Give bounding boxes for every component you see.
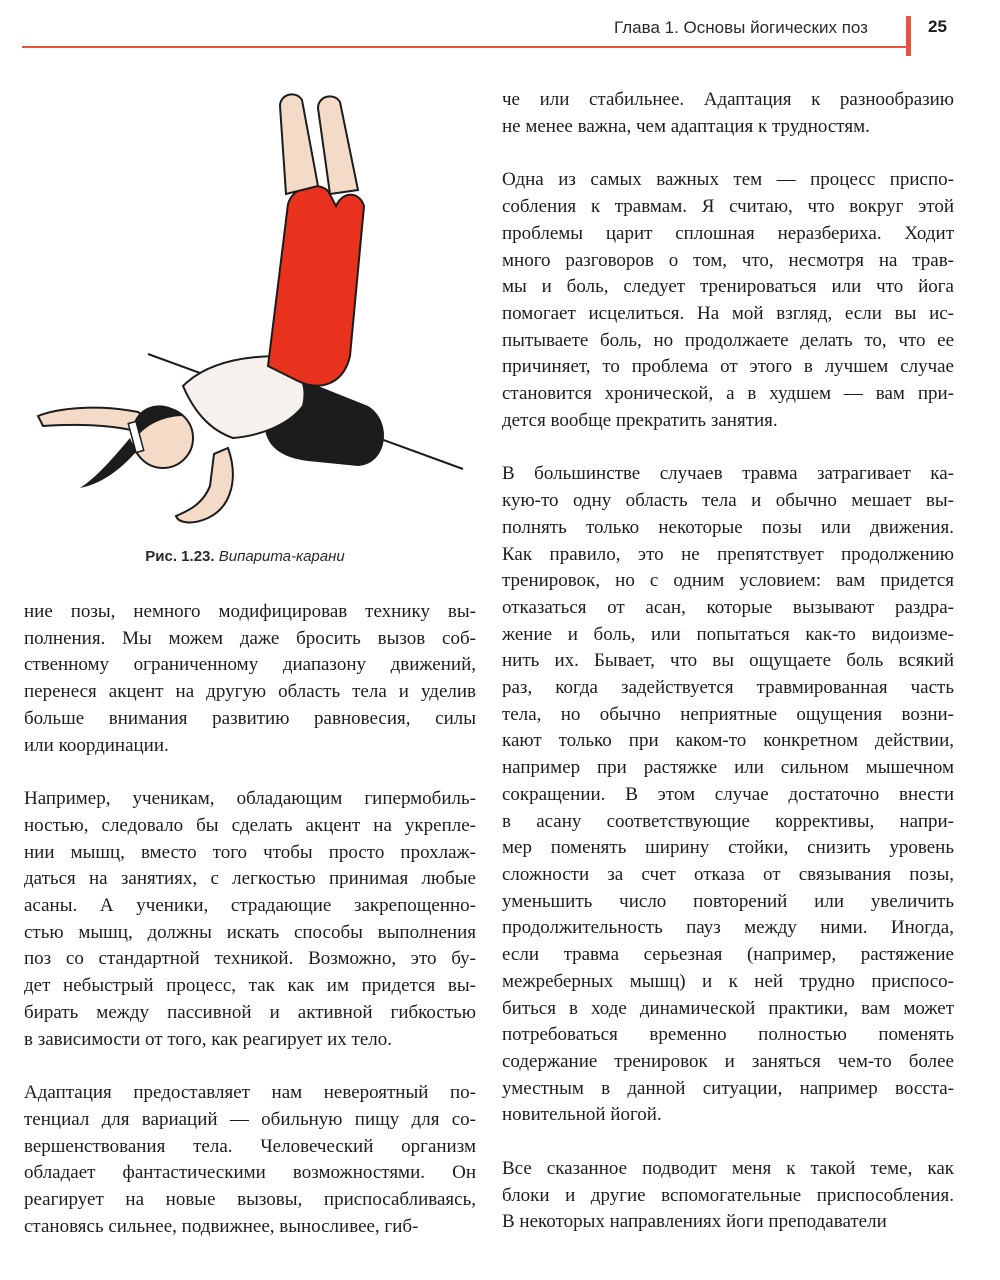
text-line: продолжительность пауз между ними. Иногда, (502, 917, 954, 939)
text-line: уместным в данной ситуации, например восста- (502, 1077, 954, 1099)
legs-red-pants (268, 186, 364, 386)
text-line: стью мышц, должны искать способы выполнения (24, 921, 476, 943)
text-line: пытываете боль, но продолжаете делать то, что ее (502, 329, 954, 351)
text-line: Одна из самых важных тем — процесс приспо- (502, 169, 954, 191)
text-line: дется вообще прекратить занятия. (502, 409, 778, 431)
text-line: блоки и другие вспомогательные приспособления. (502, 1184, 954, 1206)
text-line: тенциал для вариаций — обильную пищу для со- (24, 1108, 476, 1130)
text-line: ние позы, немного модифицировав технику вы- (24, 601, 476, 622)
yoga-pose-illustration (18, 86, 473, 546)
ponytail (80, 438, 136, 488)
paragraph-gap (24, 1053, 476, 1080)
header-accent-bar (906, 16, 911, 56)
paragraph-gap (24, 759, 476, 786)
text-line: Все сказанное подводит меня к такой теме, как (502, 1158, 954, 1180)
text-line: полнения. Мы можем даже бросить вызов соб- (24, 627, 476, 649)
figure-title: Випарита-карани (218, 548, 345, 565)
text-line: межреберных мышц) и к ней трудно приспосо- (502, 970, 954, 992)
text-line: реагирует на новые вызовы, приспосабливаясь, (24, 1189, 476, 1211)
text-line: В некоторых направлениях йоги преподаватели (502, 1211, 887, 1233)
text-line: Как правило, это не препятствует продолжению (502, 543, 954, 565)
text-line: тела, но обычно неприятные ощущения возни- (502, 703, 954, 725)
paragraph (24, 786, 476, 1053)
text-line: вершенствования тела. Человеческий организм (24, 1135, 476, 1157)
text-line: ственному ограниченному диапазону движений, (24, 654, 476, 676)
text-line: или координации. (24, 734, 169, 756)
paragraph-gap (502, 1129, 954, 1156)
text-line: становится хронической, а в худшем — вам при- (502, 383, 954, 405)
text-line: ностью, следовало бы сделать акцент на укрепле- (24, 814, 476, 836)
paragraph (502, 461, 954, 1129)
left-text-column (24, 599, 476, 1240)
paragraph (502, 1156, 954, 1236)
page-number: 25 (928, 17, 947, 36)
text-line: причиняет, то проблема от этого в лучшем случае (502, 356, 954, 378)
paragraph (502, 87, 954, 140)
text-line: биться в ходе динамической практики, вам может (502, 997, 954, 1019)
right-text-column (502, 87, 954, 1236)
text-line: даться на занятиях, с легкостью принимая любые (24, 868, 476, 890)
text-line: тренировок, но с одним условием: вам придется (502, 570, 954, 592)
text-line: нить их. Бывает, что вы ощущаете боль всякий (502, 650, 954, 672)
figure-caption (0, 548, 490, 565)
text-line: мы и боль, следует тренироваться или что йога (502, 276, 954, 298)
running-header-chapter: Глава 1. Основы йогических поз (614, 18, 868, 37)
text-line: не менее важна, чем адаптация к трудностям. (502, 115, 870, 137)
text-line: сложности за счет отказа от связывания позы, (502, 863, 954, 885)
text-line: если травма серьезная (например, растяжение (502, 944, 954, 966)
text-line: содержание тренировок и заняться чем-то более (502, 1050, 954, 1072)
text-line: асаны. А ученики, страдающие закрепощенно- (24, 895, 476, 917)
text-line: бирать между пассивной и активной гибкостью (24, 1001, 476, 1023)
text-line: в зависимости от того, как реагирует их тело. (24, 1028, 393, 1050)
text-line: нии мышц, вместо того чтобы просто прохлаж- (24, 841, 476, 863)
text-line: сокращении. В этом случае достаточно внести (502, 783, 954, 805)
text-line: помогает исцелиться. На мой взгляд, если вы ис- (502, 302, 954, 324)
text-line: уменьшить число повторений или увеличить (502, 890, 954, 912)
text-line: новительной йогой. (502, 1104, 662, 1126)
text-line: проблемы царит сплошная неразбериха. Ходит (502, 222, 954, 244)
text-line: перенеся акцент на другую область тела и уделив (24, 681, 476, 703)
text-line: дет небыстрый процесс, так как им придется вы- (24, 975, 476, 997)
paragraph-gap (502, 140, 954, 167)
figure-viparita-karani (18, 86, 473, 546)
figure-label: Рис. 1.23. (145, 548, 215, 565)
text-line: много разговоров о том, что, несмотря на трав- (502, 249, 954, 271)
text-line: кают только при каком-то конкретном действии, (502, 730, 954, 752)
paragraph (24, 1080, 476, 1240)
text-line: собления к травмам. Я считаю, что вокруг этой (502, 196, 954, 218)
text-line: мер поменять ширину стойки, снизить уровень (502, 837, 954, 859)
text-line: полнять только некоторые позы или движения. (502, 516, 954, 538)
text-line: раз, когда задействуется травмированная часть (502, 677, 954, 699)
text-line: становясь сильнее, подвижнее, выносливее, гиб- (24, 1215, 419, 1237)
text-line: кую-то одну область тела и обычно мешает вы- (502, 490, 954, 512)
paragraph (502, 167, 954, 434)
text-line: В большинстве случаев травма затрагивает ка- (502, 463, 954, 485)
text-line: Адаптация предоставляет нам невероятный по- (24, 1082, 476, 1104)
text-line: че или стабильнее. Адаптация к разнообразию (502, 89, 954, 110)
paragraph-gap (502, 434, 954, 461)
text-line: обладает фантастическими возможностями. Он (24, 1162, 476, 1184)
text-line: жение и боль, или попытаться как-то видоизме- (502, 623, 954, 645)
paragraph (24, 599, 476, 759)
header-rule (22, 46, 910, 48)
text-line: отказаться от асан, которые вызывают раздра- (502, 596, 954, 618)
text-line: Например, ученикам, обладающим гипермобиль- (24, 788, 476, 810)
text-line: больше внимания развитию равновесия, силы (24, 707, 476, 729)
text-line: поз со стандартной техникой. Возможно, это бу- (24, 948, 476, 970)
text-line: в асану соответствующие коррективы, напри- (502, 810, 954, 832)
left-calf-foot (280, 94, 318, 194)
text-line: например при растяжке или сильном мышечном (502, 757, 954, 779)
right-calf-foot (318, 96, 358, 194)
text-line: потребоваться временно полностью поменять (502, 1024, 954, 1046)
